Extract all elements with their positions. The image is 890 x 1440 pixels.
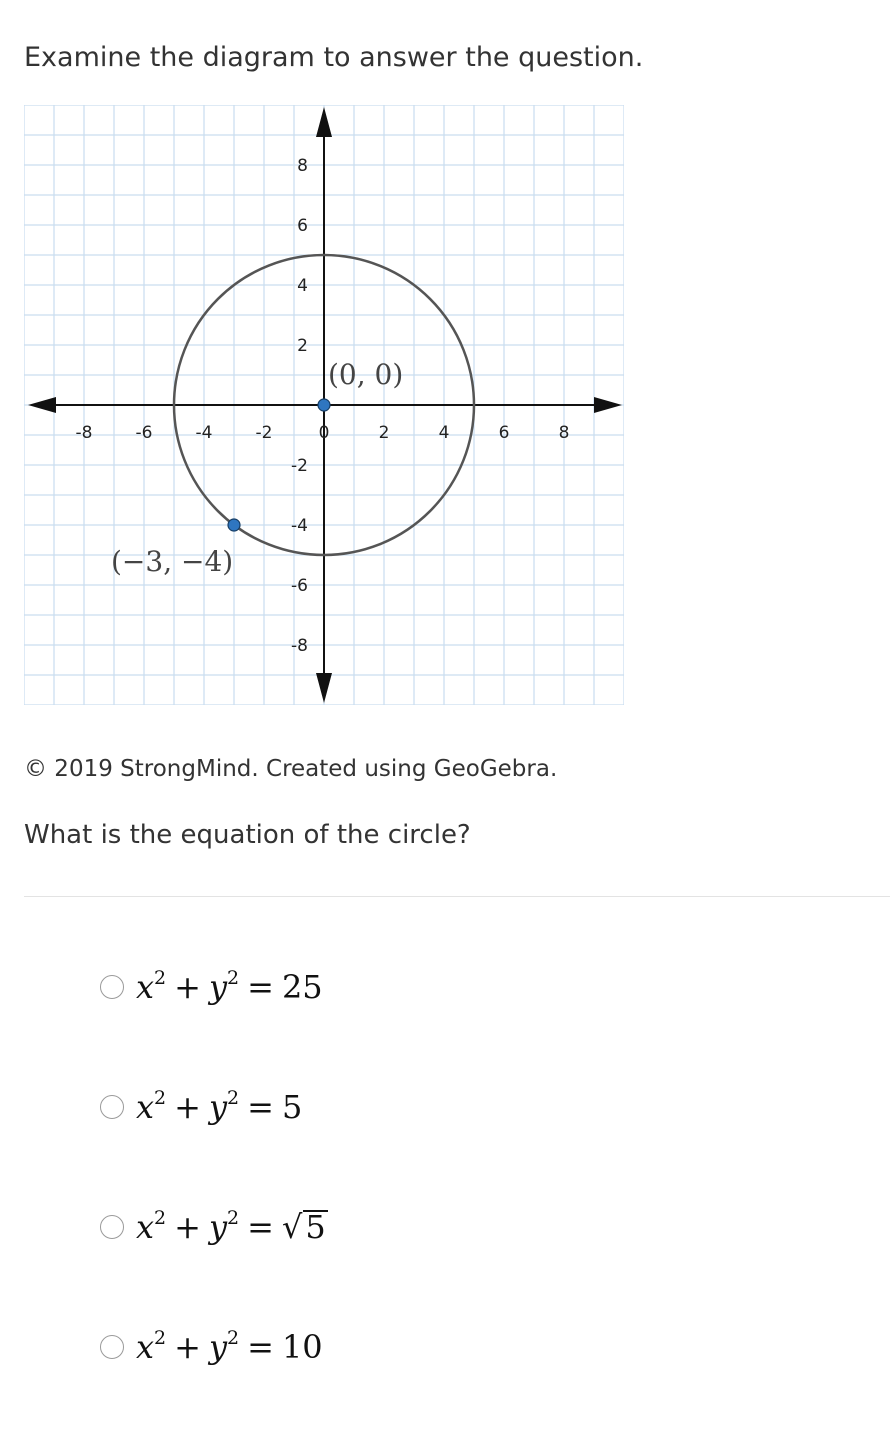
y-tick-label: -6 <box>291 576 308 596</box>
answer-choice-4[interactable] <box>100 1327 323 1367</box>
choice-equation: $x^2 + y^2 = 25$ <box>136 967 323 1006</box>
choice-equation: $x^2 + y^2 = 5$ <box>136 1087 303 1126</box>
answer-choice-3[interactable] <box>100 1207 328 1247</box>
point-marker <box>318 399 330 411</box>
x-tick-label: 4 <box>438 423 450 443</box>
y-tick-label: 4 <box>297 276 308 296</box>
coordinate-diagram <box>24 105 624 705</box>
radio-button[interactable] <box>100 1095 124 1119</box>
y-axis-up-arrow-icon <box>316 107 332 137</box>
choice-equation: $x^2 + y^2 = √5$ <box>136 1207 326 1246</box>
question-text: What is the equation of the circle? <box>24 820 471 850</box>
copyright-text: © 2019 StrongMind. Created using GeoGebra. <box>24 756 558 782</box>
x-tick-label: 6 <box>498 423 510 443</box>
answer-choice-2[interactable] <box>100 1087 302 1127</box>
instruction-text: Examine the diagram to answer the question. <box>24 42 644 73</box>
choice-equation: $x^2 + y^2 = 10$ <box>136 1327 323 1366</box>
x-tick-label: 2 <box>378 423 390 443</box>
x-tick-label: -2 <box>255 423 273 443</box>
y-tick-label: -2 <box>291 456 308 476</box>
y-tick-label: -8 <box>291 636 308 656</box>
x-tick-label: 8 <box>558 423 570 443</box>
x-tick-label: -4 <box>195 423 213 443</box>
square-root-icon: √ <box>281 1208 303 1246</box>
y-tick-label: 2 <box>297 336 308 356</box>
x-tick-label: 0 <box>318 423 330 443</box>
point-label: (0, 0) <box>328 358 404 391</box>
answer-choice-1[interactable] <box>100 967 323 1007</box>
points <box>111 358 403 578</box>
point-marker <box>228 519 240 531</box>
y-tick-label: 6 <box>297 216 308 236</box>
x-tick-label: -8 <box>75 423 93 443</box>
x-tick-label: -6 <box>135 423 153 443</box>
x-axis-right-arrow-icon <box>594 397 622 413</box>
y-tick-label: -4 <box>291 516 308 536</box>
radio-button[interactable] <box>100 1215 124 1239</box>
point-label: (−3, −4) <box>111 545 234 578</box>
radio-button[interactable] <box>100 975 124 999</box>
divider <box>24 896 890 897</box>
radio-button[interactable] <box>100 1335 124 1359</box>
y-axis-down-arrow-icon <box>316 673 332 703</box>
y-tick-label: 8 <box>297 156 308 176</box>
x-axis-left-arrow-icon <box>28 397 56 413</box>
